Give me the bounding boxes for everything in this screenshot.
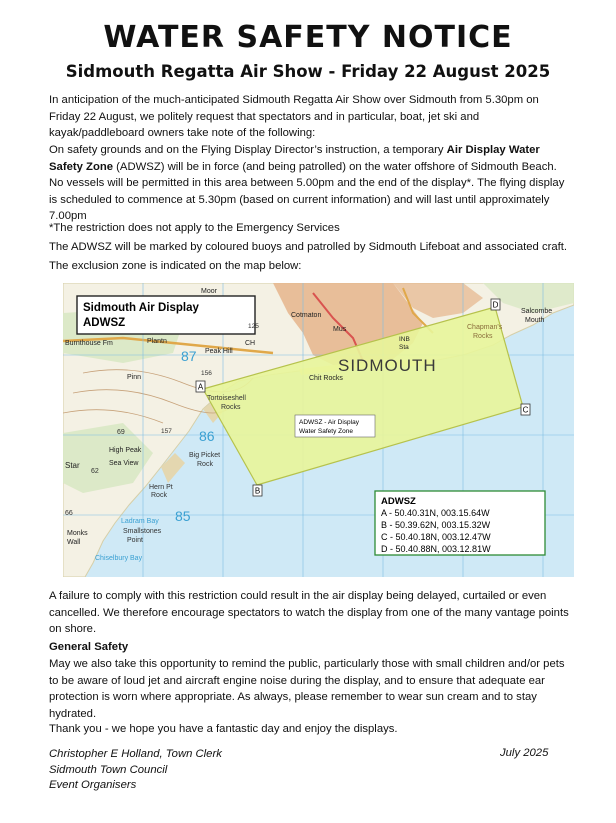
place-pinn: Pinn	[127, 374, 142, 381]
place-monks-2: Wall	[67, 539, 81, 546]
place-chapmans-1: Chapman's	[467, 324, 503, 331]
buoys-paragraph: The ADWSZ will be marked by coloured buoys and patrolled by Sidmouth Lifeboat and associated craft.	[49, 241, 568, 253]
spot-height-157: 157	[161, 428, 172, 435]
notice-date: July 2025	[500, 747, 549, 759]
coords-heading: ADWSZ	[381, 496, 416, 507]
intro-paragraph: In anticipation of the much-anticipated Sidmouth Regatta Air Show over Sidmouth from 5.30pm on Friday 22 August, we politely request that spectators and in particular, boat, jet ski and kayak/paddleboard owners take note of the following:	[49, 94, 539, 139]
general-safety-heading: General Safety	[49, 641, 129, 653]
zone-label-line2: Water Safety Zone	[299, 428, 353, 435]
place-ch: CH	[245, 340, 256, 347]
spot-height-66: 66	[65, 510, 73, 517]
spot-height-125: 125	[248, 323, 259, 330]
place-sta: Sta	[399, 344, 409, 351]
page-subtitle: Sidmouth Regatta Air Show - Friday 22 August 2025	[65, 62, 551, 81]
point-b-marker	[253, 485, 262, 496]
map-intro: The exclusion zone is indicated on the map below:	[49, 260, 302, 272]
map-title-line2: ADWSZ	[83, 317, 126, 329]
safety-zone-pre: On safety grounds and on the Flying Display Director’s instruction, a temporary	[49, 144, 447, 156]
point-d-label: D	[492, 300, 499, 310]
place-inb: INB	[399, 336, 410, 343]
safety-zone-bold: Air Display Water Safety Zone	[49, 144, 540, 173]
place-high-peak: High Peak	[109, 447, 142, 454]
point-a-label: A	[197, 382, 204, 392]
place-peak-hill: Peak Hill	[205, 348, 233, 355]
place-chit-rocks: Chit Rocks	[309, 375, 343, 382]
exemption-note: *The restriction does not apply to the Emergency Services	[49, 222, 340, 234]
point-c-marker	[521, 404, 530, 415]
coord-c: C - 50.40.18N, 003.12.47W	[381, 532, 491, 542]
exclusion-zone-map	[63, 283, 574, 577]
point-c-label: C	[522, 405, 529, 415]
spot-height-62: 62	[91, 468, 99, 475]
signature-block	[49, 747, 222, 794]
general-safety-paragraph: May we also take this opportunity to remind the public, particularly those with small children and/or pets to be aware of loud jet and aircraft engine noise during the display, and to ensure that adequate ear protection is worn where appropriate. As always, please remember to wear sun cream and to stay hydrated.	[49, 658, 565, 720]
place-big-picket-2: Rock	[197, 461, 213, 468]
page-title: WATER SAFETY NOTICE	[103, 20, 513, 55]
coord-b: B - 50.39.62N, 003.15.32W	[381, 520, 491, 530]
signature-name: Christopher E Holland, Town Clerk	[49, 748, 222, 760]
signature-role: Event Organisers	[49, 779, 137, 791]
place-cotmaton: Cotmaton	[291, 312, 322, 319]
coord-d: D - 50.40.88N, 003.12.81W	[381, 544, 491, 554]
place-smallstones-2: Point	[127, 537, 143, 544]
place-mus: Mus	[333, 326, 347, 333]
place-salcombe-2: Mouth	[525, 317, 545, 324]
spot-height-156: 156	[201, 370, 212, 377]
town-label: SIDMOUTH	[338, 356, 437, 375]
place-moor: Moor	[201, 288, 217, 295]
place-tortoiseshell-2: Rocks	[221, 404, 241, 411]
place-monks-1: Monks	[67, 530, 88, 537]
safety-zone-post: (ADWSZ) will be in force (and being patrolled) on the water offshore of Sidmouth Beach. No vessels will be permitted in this area between 5.00pm and the end of the display*. The flying display is scheduled to commence at 5.30pm (based on current information) and will last until approximately 7.00pm	[49, 160, 565, 222]
grid-number-87: 87	[181, 348, 197, 364]
place-burnthouse: Burnthouse Fm	[65, 340, 113, 347]
place-chiselbury: Chiselbury Bay	[95, 555, 143, 562]
warning-paragraph: A failure to comply with this restriction could result in the air display being delayed, curtailed or even cancelled. We therefore encourage spectators to watch the display from one of the many vantage points on shore.	[49, 590, 569, 635]
place-smallstones-1: Smallstones	[123, 528, 162, 535]
point-a-marker	[196, 381, 205, 392]
signature-council: Sidmouth Town Council	[49, 763, 168, 776]
zone-label-line1: ADWSZ - Air Display	[299, 419, 359, 426]
coord-a: A - 50.40.31N, 003.15.64W	[381, 508, 490, 518]
place-salcombe-1: Salcombe	[521, 308, 553, 315]
place-sea-view: Sea View	[109, 460, 139, 467]
safety-zone-paragraph	[49, 142, 569, 225]
thank-you-paragraph: Thank you - we hope you have a fantastic day and enjoy the displays.	[49, 723, 398, 735]
grid-number-86: 86	[199, 428, 215, 444]
spot-height-69: 69	[117, 429, 125, 436]
place-star: Star	[65, 461, 80, 470]
place-tortoiseshell-1: Tortoiseshell	[207, 395, 246, 402]
point-d-marker	[491, 299, 500, 310]
map-title-line1: Sidmouth Air Display	[83, 302, 199, 314]
place-hern-pt-1: Hern Pt	[149, 484, 173, 491]
place-plantn: Plantn	[147, 338, 167, 345]
grid-number-85: 85	[175, 508, 191, 524]
place-chapmans-2: Rocks	[473, 333, 493, 340]
place-big-picket-1: Big Picket	[189, 452, 221, 459]
point-b-label: B	[254, 486, 261, 496]
place-ladram-bay: Ladram Bay	[121, 518, 159, 525]
place-hern-pt-2: Rock	[151, 492, 167, 499]
